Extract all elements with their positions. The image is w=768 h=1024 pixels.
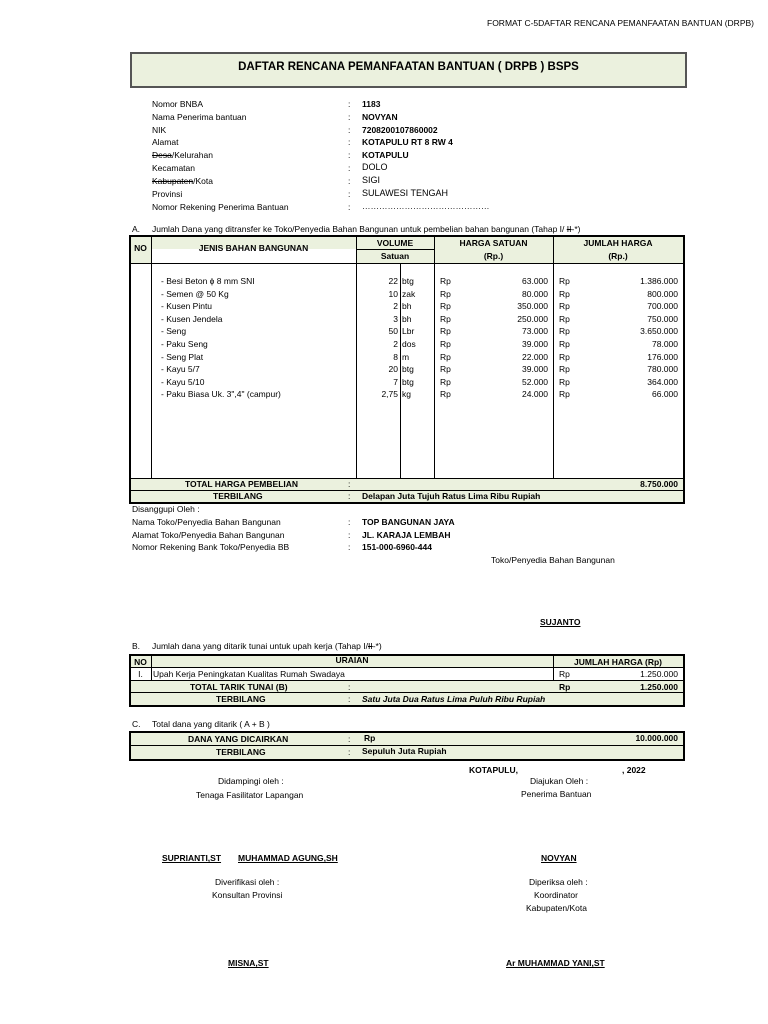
- material-name: - Paku Seng: [161, 339, 208, 349]
- material-qty: 20: [388, 364, 398, 374]
- section-b-text: Jumlah dana yang ditarik tunai untuk upah kerja (Tahap I/II-*): [152, 641, 382, 651]
- recipient-name: NOVYAN: [541, 853, 577, 863]
- info-colon: :: [348, 125, 351, 135]
- material-total-currency: Rp: [559, 289, 570, 299]
- terbilang-a-value: Delapan Juta Tujuh Ratus Lima Ribu Rupiah: [362, 491, 541, 501]
- info-colon: :: [348, 202, 351, 212]
- dana-currency: Rp: [364, 733, 376, 743]
- material-price-currency: Rp: [440, 276, 451, 286]
- material-qty: 2,75: [381, 389, 398, 399]
- terbilang-b-value: Satu Juta Dua Ratus Lima Puluh Ribu Rupiah: [362, 694, 546, 704]
- material-total-currency: Rp: [559, 377, 570, 387]
- store-sign-title: Toko/Penyedia Bahan Bangunan: [491, 555, 615, 565]
- col-price-unit: (Rp.): [483, 251, 504, 261]
- material-unit: kg: [402, 389, 411, 399]
- store-name-label: Nama Toko/Penyedia Bahan Bangunan: [132, 517, 281, 527]
- info-label: Alamat: [152, 137, 179, 147]
- wages-row-value: 1.250.000: [640, 669, 678, 679]
- submitted-role: Penerima Bantuan: [521, 789, 592, 799]
- material-unit: m: [402, 352, 410, 362]
- material-total: 364.000: [647, 377, 678, 387]
- accompanied-role: Tenaga Fasilitator Lapangan: [196, 790, 304, 800]
- material-total: 780.000: [647, 364, 678, 374]
- material-price-currency: Rp: [440, 314, 451, 324]
- info-colon: :: [348, 112, 351, 122]
- store-colon: :: [348, 517, 351, 527]
- material-qty: 10: [388, 289, 398, 299]
- dana-value: 10.000.000: [635, 733, 678, 743]
- terbilang-b-label: TERBILANG: [216, 694, 266, 704]
- info-value: KOTAPULU: [362, 150, 409, 160]
- col-no-header: NO: [134, 243, 147, 253]
- info-value: ………………………………………: [362, 201, 490, 211]
- info-colon: :: [348, 176, 351, 186]
- material-total-currency: Rp: [559, 364, 570, 374]
- material-total-currency: Rp: [559, 276, 570, 286]
- material-price: 24.000: [522, 389, 548, 399]
- material-total-currency: Rp: [559, 339, 570, 349]
- dana-label: DANA YANG DICAIRKAN: [188, 734, 289, 744]
- terbilang-a-label: TERBILANG: [213, 491, 263, 501]
- material-total: 750.000: [647, 314, 678, 324]
- col-total-unit: (Rp.): [608, 251, 628, 261]
- material-price-currency: Rp: [440, 289, 451, 299]
- sign-year: , 2022: [622, 765, 646, 775]
- material-price: 80.000: [522, 289, 548, 299]
- material-qty: 7: [393, 377, 398, 387]
- info-label: Nomor Rekening Penerima Bantuan: [152, 202, 289, 212]
- material-price-currency: Rp: [440, 326, 451, 336]
- material-qty: 2: [393, 339, 398, 349]
- material-price: 63.000: [522, 276, 548, 286]
- material-unit: Lbr: [402, 326, 415, 336]
- checked-role-1: Koordinator: [534, 890, 578, 900]
- material-total: 176.000: [647, 352, 678, 362]
- material-total-currency: Rp: [559, 301, 570, 311]
- checker-name: Ar MUHAMMAD YANI,ST: [506, 958, 605, 968]
- material-name: - Seng Plat: [161, 352, 204, 362]
- material-price-currency: Rp: [440, 377, 451, 387]
- format-label: FORMAT C-5DAFTAR RENCANA PEMANFAATAN BANTUAN (DRPB): [487, 18, 754, 28]
- info-value: 7208200107860002: [362, 125, 438, 135]
- terbilang-a-colon: :: [348, 491, 351, 501]
- info-value: SIGI: [362, 175, 381, 185]
- material-unit: dos: [402, 339, 416, 349]
- info-colon: :: [348, 189, 351, 199]
- info-value: NOVYAN: [362, 112, 398, 122]
- store-colon: :: [348, 542, 351, 552]
- material-price: 73.000: [522, 326, 548, 336]
- info-colon: :: [348, 150, 351, 160]
- accompanied-by: Didampingi oleh :: [218, 776, 284, 786]
- material-price: 250.000: [517, 314, 548, 324]
- terbilang-b-colon: :: [348, 694, 351, 704]
- info-label: Provinsi: [152, 189, 183, 199]
- checked-role-2: Kabupaten/Kota: [526, 903, 587, 913]
- material-price-currency: Rp: [440, 389, 451, 399]
- material-unit: bh: [402, 314, 412, 324]
- material-price: 52.000: [522, 377, 548, 387]
- material-price-currency: Rp: [440, 339, 451, 349]
- wages-row-no: I.: [138, 669, 143, 679]
- material-name: - Kusen Pintu: [161, 301, 213, 311]
- wages-col-desc: URAIAN: [335, 655, 369, 665]
- section-a-text: Jumlah Dana yang ditransfer ke Toko/Penyedia Bahan Bangunan untuk pembelian bahan bangunan (Tahap I/ II-*): [152, 224, 581, 234]
- material-price-currency: Rp: [440, 364, 451, 374]
- store-sign-name: SUJANTO: [540, 617, 581, 627]
- verified-role: Konsultan Provinsi: [212, 890, 283, 900]
- verifier-name: MISNA,ST: [228, 958, 269, 968]
- material-qty: 22: [388, 276, 398, 286]
- wages-row-desc: Upah Kerja Peningkatan Kualitas Rumah Swadaya: [153, 669, 345, 679]
- col-price-header: HARGA SATUAN: [459, 238, 528, 248]
- total-purchase-label: TOTAL HARGA PEMBELIAN: [185, 479, 299, 489]
- total-cash-value: 1.250.000: [640, 682, 678, 692]
- material-name: - Seng: [161, 326, 187, 336]
- verified-by: Diverifikasi oleh :: [215, 877, 280, 887]
- material-price: 39.000: [522, 339, 548, 349]
- material-name: - Kusen Jendela: [161, 314, 223, 324]
- info-label: Nomor BNBA: [152, 99, 204, 109]
- material-total: 1.386.000: [640, 276, 678, 286]
- material-price: 39.000: [522, 364, 548, 374]
- material-name: - Besi Beton ϕ 8 mm SNI: [161, 276, 255, 286]
- wages-row-currency: Rp: [559, 669, 570, 679]
- wages-col-no: NO: [134, 657, 147, 667]
- material-total-currency: Rp: [559, 314, 570, 324]
- material-total-currency: Rp: [559, 326, 570, 336]
- checked-by: Diperiksa oleh :: [529, 877, 588, 887]
- submitted-by: Diajukan Oleh :: [530, 776, 589, 786]
- store-account-value: 151-000-6960-444: [362, 542, 432, 552]
- material-total: 3.650.000: [640, 326, 678, 336]
- material-unit: btg: [402, 364, 414, 374]
- material-qty: 8: [393, 352, 398, 362]
- info-colon: :: [348, 137, 351, 147]
- section-c-letter: C.: [132, 719, 141, 729]
- material-name: - Paku Biasa Uk. 3",4" (campur): [161, 389, 281, 399]
- store-colon: :: [348, 530, 351, 540]
- document-title: DAFTAR RENCANA PEMANFAATAN BANTUAN ( DRPB ) BSPS: [238, 61, 579, 73]
- total-purchase-value: 8.750.000: [640, 479, 678, 489]
- material-unit: btg: [402, 276, 414, 286]
- total-purchase-colon: :: [348, 479, 351, 489]
- section-a-letter: A.: [132, 224, 141, 234]
- material-price: 22.000: [522, 352, 548, 362]
- total-cash-colon: :: [348, 682, 351, 692]
- col-material-header: JENIS BAHAN BANGUNAN: [198, 243, 309, 253]
- tfl-name-1: SUPRIANTI,ST: [162, 853, 222, 863]
- col-total-header: JUMLAH HARGA: [583, 238, 653, 248]
- material-price-currency: Rp: [440, 352, 451, 362]
- material-price-currency: Rp: [440, 301, 451, 311]
- material-name: - Kayu 5/10: [161, 377, 205, 387]
- info-label: NIK: [152, 125, 167, 135]
- info-value: SULAWESI TENGAH: [362, 188, 449, 198]
- material-price: 350.000: [517, 301, 548, 311]
- wages-col-total: JUMLAH HARGA (Rp): [574, 657, 662, 667]
- material-total-currency: Rp: [559, 352, 570, 362]
- col-unit-header: Satuan: [380, 251, 410, 261]
- terbilang-c-value: Sepuluh Juta Rupiah: [362, 746, 447, 756]
- sign-place: KOTAPULU,: [469, 765, 518, 775]
- material-qty: 2: [393, 301, 398, 311]
- section-c-text: Total dana yang ditarik ( A + B ): [152, 719, 270, 729]
- material-unit: bh: [402, 301, 412, 311]
- dana-colon: :: [348, 734, 351, 744]
- material-unit: btg: [402, 377, 414, 387]
- material-qty: 50: [388, 326, 398, 336]
- terbilang-c-colon: :: [348, 747, 351, 757]
- material-total: 66.000: [652, 389, 678, 399]
- material-qty: 3: [393, 314, 398, 324]
- material-name: - Semen @ 50 Kg: [161, 289, 229, 299]
- tfl-name-2: MUHAMMAD AGUNG,SH: [238, 853, 338, 863]
- material-total-currency: Rp: [559, 389, 570, 399]
- store-address-value: JL. KARAJA LEMBAH: [362, 530, 451, 540]
- info-label: Kecamatan: [152, 163, 195, 173]
- material-total: 700.000: [647, 301, 678, 311]
- info-label: Nama Penerima bantuan: [152, 112, 247, 122]
- section-b-letter: B.: [132, 641, 141, 651]
- store-name-value: TOP BANGUNAN JAYA: [362, 517, 455, 527]
- info-value: 1183: [362, 99, 381, 109]
- info-value: KOTAPULU RT 8 RW 4: [362, 137, 453, 147]
- material-total: 78.000: [652, 339, 678, 349]
- info-colon: :: [348, 99, 351, 109]
- info-label: Desa/Kelurahan: [152, 150, 213, 160]
- info-label: Kabupaten/Kota: [152, 176, 213, 186]
- info-colon: :: [348, 163, 351, 173]
- material-unit: zak: [402, 289, 416, 299]
- store-address-label: Alamat Toko/Penyedia Bahan Bangunan: [132, 530, 285, 540]
- agreed-by-label: Disanggupi Oleh :: [132, 504, 200, 514]
- terbilang-c-label: TERBILANG: [216, 747, 266, 757]
- total-cash-label: TOTAL TARIK TUNAI (B): [190, 682, 288, 692]
- material-total: 800.000: [647, 289, 678, 299]
- info-value: DOLO: [362, 162, 388, 172]
- material-name: - Kayu 5/7: [161, 364, 200, 374]
- store-account-label: Nomor Rekening Bank Toko/Penyedia BB: [132, 542, 290, 552]
- total-cash-currency: Rp: [559, 682, 571, 692]
- col-volume-header: VOLUME: [376, 238, 414, 248]
